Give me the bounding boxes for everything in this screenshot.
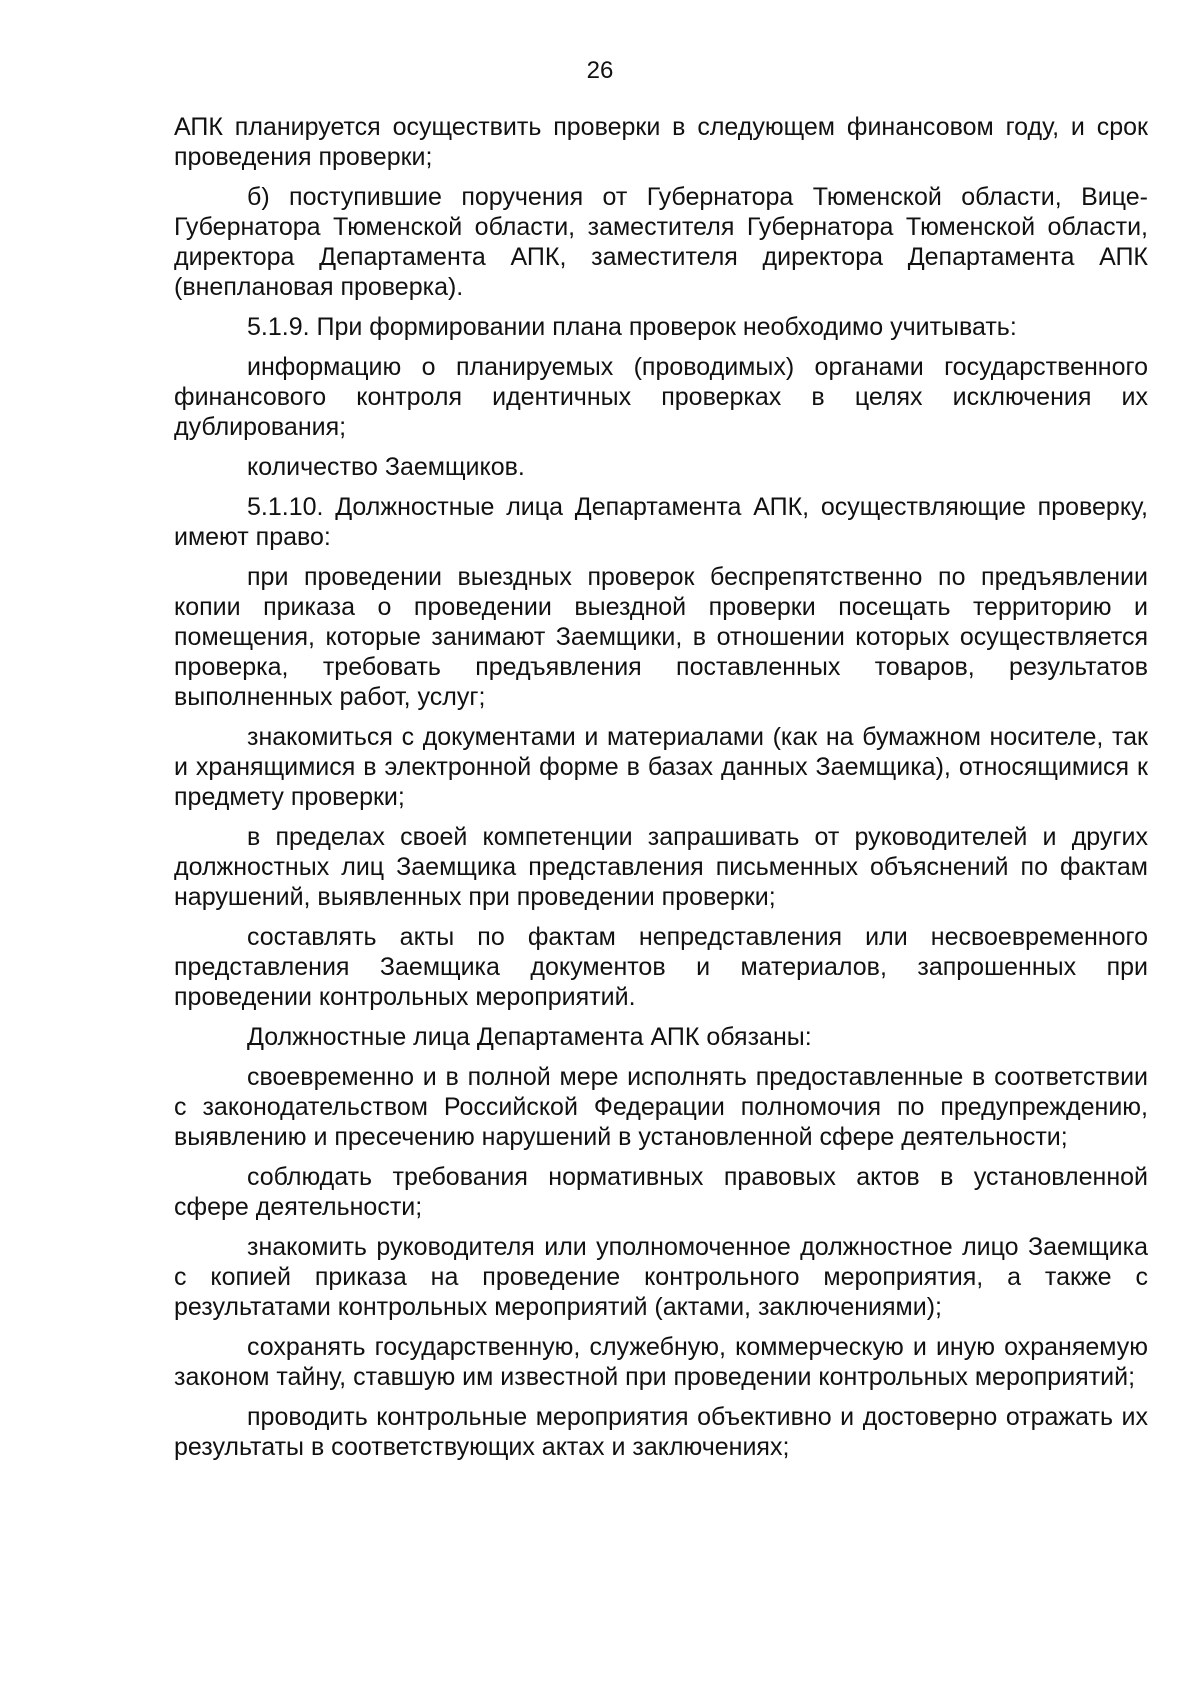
paragraph-continuation: АПК планируется осуществить проверки в следующем финансовом году, и срок проведения проверки; (174, 113, 1148, 171)
paragraph: в пределах своей компетенции запрашивать от руководителей и других должностных лиц Заемщика представления письменных объяснений по фактам нарушений, выявленных при проведении проверки; (174, 823, 1148, 911)
page-number: 26 (586, 57, 614, 84)
paragraph-5-1-10: 5.1.10. Должностные лица Департамента АПК, осуществляющие проверку, имеют право: (174, 493, 1148, 551)
paragraph: составлять акты по фактам непредставления или несвоевременного представления Заемщика документов и материалов, запрошенных при проведении контрольных мероприятий. (174, 923, 1148, 1011)
paragraph: информацию о планируемых (проводимых) органами государственного финансового контроля идентичных проверках в целях исключения их дублирования; (174, 353, 1148, 441)
paragraph: сохранять государственную, служебную, коммерческую и иную охраняемую законом тайну, ставшую им известной при проведении контрольных мероприятий; (174, 1333, 1148, 1391)
paragraph-item-b: б) поступившие поручения от Губернатора Тюменской области, Вице-Губернатора Тюменской области, заместителя Губернатора Тюменской области, директора Департамента АПК, заместителя директора Департамента АПК (внеплановая проверка). (174, 183, 1148, 301)
paragraph: своевременно и в полной мере исполнять предоставленные в соответствии с законодательством Российской Федерации полномочия по предупреждению, выявлению и пресечению нарушений в установленной сфере деятельности; (174, 1063, 1148, 1151)
paragraph: соблюдать требования нормативных правовых актов в установленной сфере деятельности; (174, 1163, 1148, 1221)
paragraph: при проведении выездных проверок беспрепятственно по предъявлении копии приказа о проведении выездной проверки посещать территорию и помещения, которые занимают Заемщики, в отношении которых осуществляется проверка, требовать предъявления поставленных товаров, результатов выполненных работ, услуг; (174, 563, 1148, 711)
paragraph: знакомить руководителя или уполномоченное должностное лицо Заемщика с копией приказа на проведение контрольного мероприятия, а также с результатами контрольных мероприятий (актами, заключениями); (174, 1233, 1148, 1321)
paragraph: проводить контрольные мероприятия объективно и достоверно отражать их результаты в соответствующих актах и заключениях; (174, 1403, 1148, 1461)
paragraph: знакомиться с документами и материалами (как на бумажном носителе, так и хранящимися в электронной форме в базах данных Заемщика), относящимися к предмету проверки; (174, 723, 1148, 811)
paragraph-5-1-9: 5.1.9. При формировании плана проверок необходимо учитывать: (247, 313, 1017, 341)
document-body (174, 112, 1148, 1472)
paragraph-obligations-heading: Должностные лица Департамента АПК обязаны: (247, 1023, 812, 1051)
paragraph: количество Заемщиков. (247, 453, 525, 481)
